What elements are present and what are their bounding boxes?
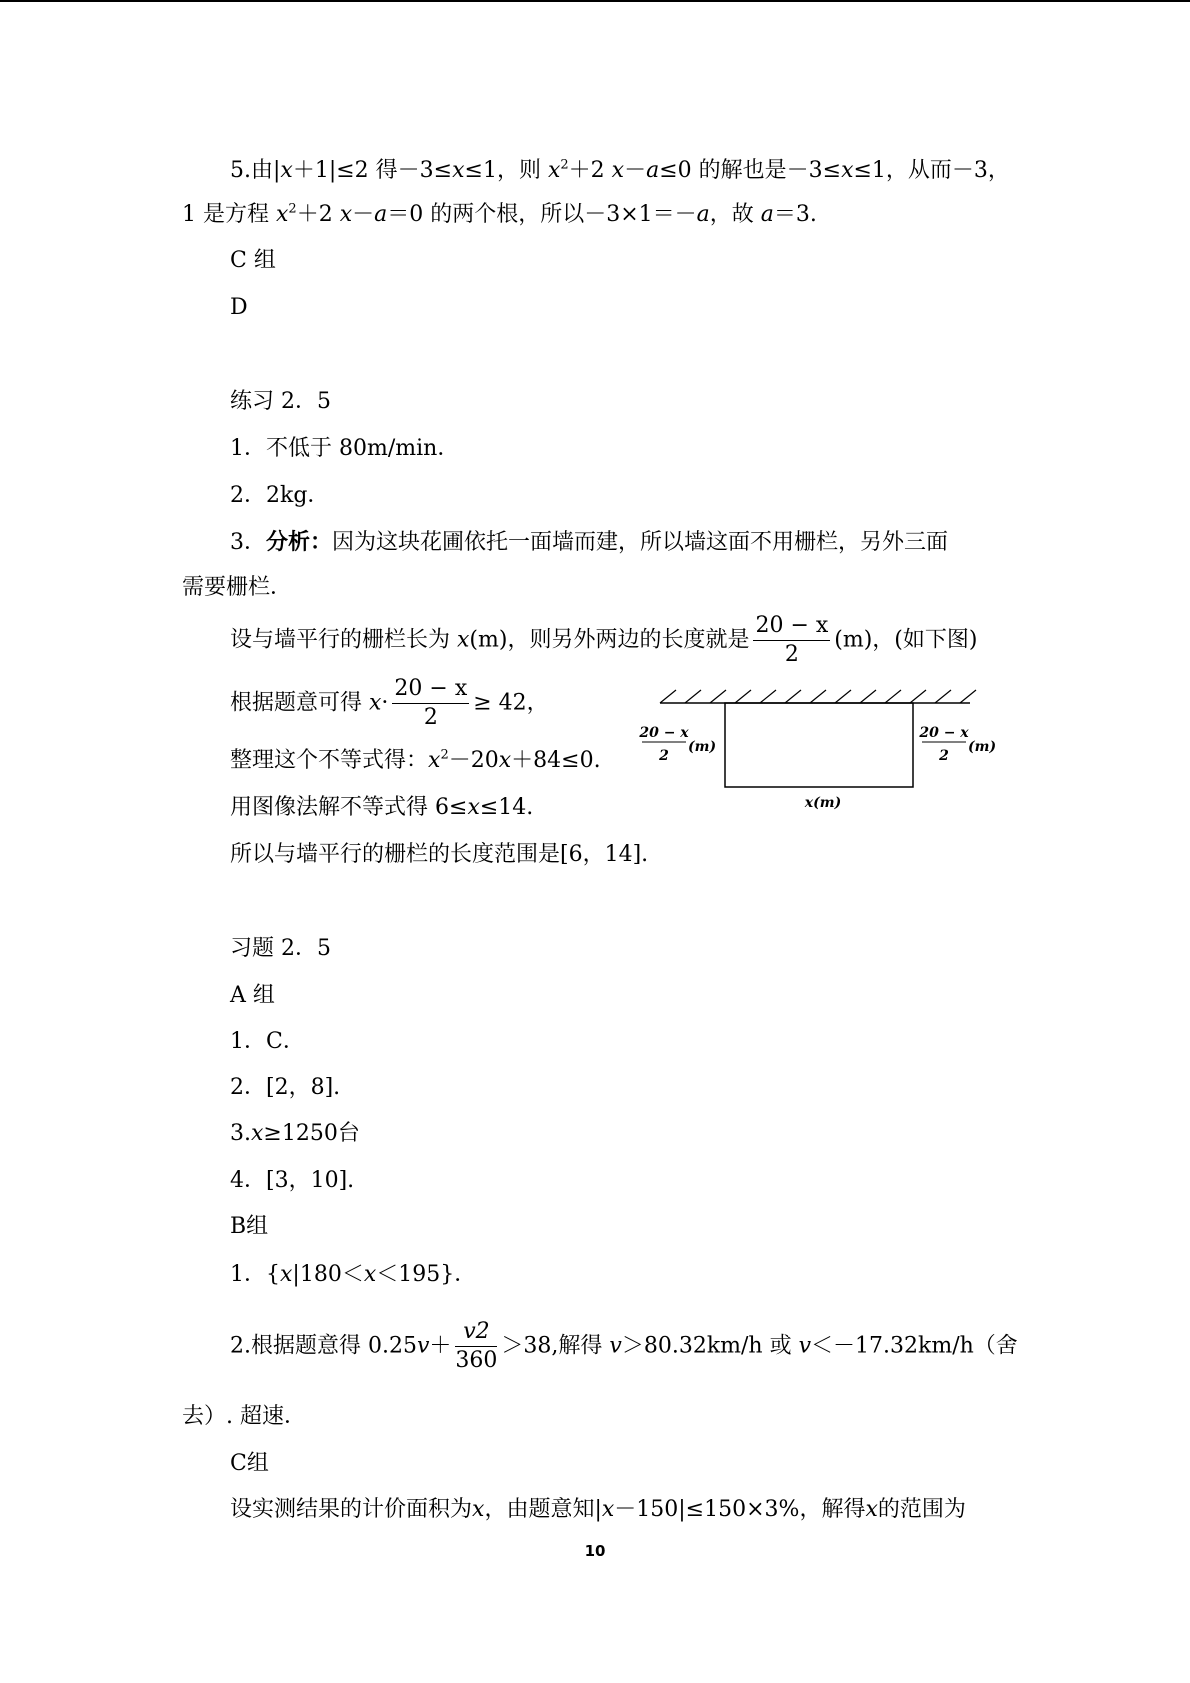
- exercise-answer-3-line-2: 需要栅栏．: [182, 575, 293, 600]
- page-number: 10: [584, 1542, 606, 1560]
- fence-diagram: [630, 682, 1010, 822]
- group-a-answer-4: 4．[3，10].: [230, 1168, 355, 1193]
- group-c2-answer: 设实测结果的计价面积为x，由题意知|x－150|≤150×3%，解得x的范围为: [230, 1497, 966, 1522]
- left-side-numerator: 20 − x: [639, 725, 689, 741]
- fraction: $\frac{20 - x}{2}$: [755, 613, 829, 667]
- bottom-length-label: x(m): [804, 795, 842, 811]
- group-c-answer: D: [230, 295, 248, 320]
- group-a-answer-1: 1．C．: [230, 1029, 305, 1054]
- right-side-numerator: 20 − x: [919, 725, 969, 741]
- right-side-denominator: 2: [939, 748, 949, 764]
- exercise-answer-2: 2．2kg．: [230, 483, 330, 508]
- group-a-answer-3: 3.x≥1250台: [230, 1121, 360, 1146]
- group-c-heading: C 组: [230, 248, 276, 273]
- group-b-answer-2-line-1: 2.根据题意得 0.25v＋ $\frac{v2}{360}$ ＞38,解得 v＞80.32km/h 或 v＜－17.32km/h（舍: [230, 1319, 1018, 1373]
- right-side-unit: (m): [968, 739, 997, 755]
- wall-hatching: [660, 690, 976, 703]
- fraction: $\frac{20 - x}{2}$: [394, 676, 468, 730]
- left-side-unit: (m): [688, 739, 717, 755]
- simplify-line: 整理这个不等式得：$x^2-20x+84\le 0$.: [230, 747, 601, 773]
- answer-5-line-2: 1 是方程 $x^2+2$ x－a＝0 的两个根，所以－3×1＝－a，故 a＝3.: [182, 201, 817, 227]
- group-a-answer-2: 2．[2，8].: [230, 1075, 341, 1100]
- left-side-denominator: 2: [659, 748, 669, 764]
- group-b-answer-2-line-2: 去）. 超速．: [182, 1404, 306, 1429]
- conclusion-line: 所以与墙平行的栅栏的长度范围是[6，14].: [230, 842, 649, 867]
- fraction: $\frac{v2}{360}$: [455, 1319, 498, 1373]
- group-b-heading: B组: [230, 1214, 269, 1239]
- top-border: [0, 0, 1190, 2]
- problems-heading: 习题 2．5: [230, 936, 331, 961]
- fence-length-line: 设与墙平行的栅栏长为 x(m)，则另外两边的长度就是 $\frac{20 - x}{2}$ (m)，(如下图): [230, 613, 978, 667]
- exercise-heading: 练习 2．5: [230, 389, 331, 414]
- group-a-heading: A 组: [230, 983, 275, 1008]
- flowerbed-rect: [725, 703, 913, 787]
- group-b-answer-1: 1．{x|180＜x＜195}．: [230, 1262, 477, 1287]
- group-c2-heading: C组: [230, 1451, 269, 1476]
- inequality-line: 根据题意可得 x· $\frac{20 - x}{2}$ ≥ 42，: [230, 676, 549, 730]
- exercise-answer-1: 1．不低于 80m/min．: [230, 436, 460, 461]
- solve-line: 用图像法解不等式得 6≤x≤14.: [230, 795, 534, 820]
- exercise-answer-3-line-1: 3．分析：因为这块花圃依托一面墙而建，所以墙这面不用栅栏，另外三面: [230, 529, 949, 555]
- answer-5-line-1: 5.由|x＋1|≤2 得－3≤x≤1，则 $x^2+2$ x－a≤0 的解也是－3≤x≤1，从而－3，: [230, 157, 1010, 183]
